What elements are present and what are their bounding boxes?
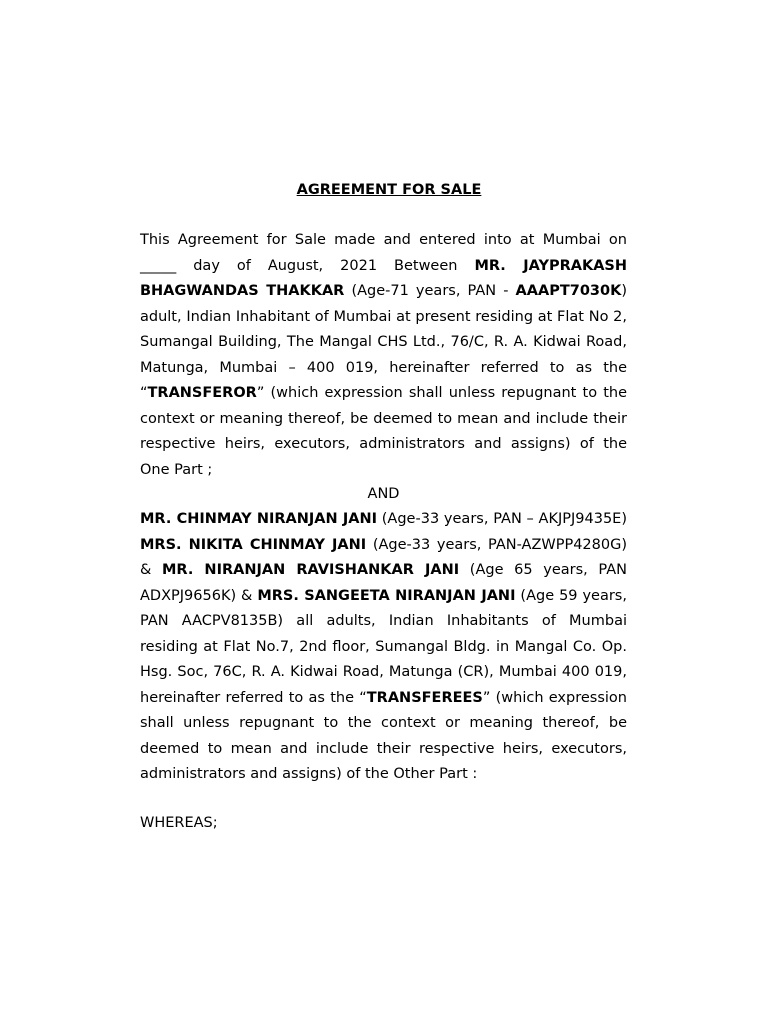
- and-separator: AND: [367, 486, 400, 502]
- transferee-2-name: MRS. NIKITA CHINMAY JANI: [140, 536, 367, 553]
- transferor-paragraph: [140, 228, 627, 483]
- transferor-pan: AAAPT7030K: [515, 283, 622, 299]
- para1-text-4: ” (which expression shall unless repugnant to the context or meaning thereof, be deemed to mean and include their respective heirs, executors, administrators and assigns) of the One Part ;: [140, 385, 627, 478]
- para2-text-3: (Age 65 years, PAN ADXPJ9656K) &: [140, 562, 627, 604]
- transferee-3-name: MR. NIRANJAN RAVISHANKAR JANI: [161, 562, 460, 578]
- para1-text-2: (Age-71 years, PAN -: [344, 283, 516, 299]
- para2-text-4: (Age 59 years, PAN AACPV8135B) all adults, Indian Inhabitants of Mumbai residing at Flat No.7, 2nd floor, Sumangal Bldg. in Mangal Co. Op. Hsg. Soc, 76C, R. A. Kidwai Road, Matunga (CR), Mumbai 400 019, hereinafter referred to as the “: [140, 587, 627, 706]
- para1-text-1: This Agreement for Sale made and entered into at Mumbai on _____ day of August, 2021 Between: [140, 232, 627, 274]
- transferees-label: TRANSFEREES: [366, 689, 483, 706]
- transferee-1-name: MR. CHINMAY NIRANJAN JANI: [140, 511, 378, 527]
- para2-text-1: (Age-33 years, PAN – AKJPJ9435E): [377, 511, 628, 527]
- para2-text-2: (Age-33 years, PAN-AZWPP4280G) &: [140, 536, 627, 578]
- para2-text-5: ” (which expression shall unless repugnant to the context or meaning thereof, be deemed to mean and include their respective heirs, executors, administrators and assigns) of the Other Part :: [140, 689, 627, 782]
- transferees-paragraph: [140, 507, 627, 788]
- transferor-label: TRANSFEROR: [147, 385, 257, 401]
- transferee-4-name: MRS. SANGEETA NIRANJAN JANI: [257, 587, 516, 604]
- transferor-name: MR. JAYPRAKASH BHAGWANDAS THAKKAR: [140, 257, 628, 299]
- whereas-heading: WHEREAS;: [140, 815, 218, 831]
- para1-text-3: ) adult, Indian Inhabitant of Mumbai at present residing at Flat No 2, Sumangal Building, The Mangal CHS Ltd., 76/C, R. A. Kidwai Road, Matunga, Mumbai – 400 019, hereinafter referred to as the “: [140, 283, 627, 401]
- document-title: AGREEMENT FOR SALE: [296, 182, 482, 198]
